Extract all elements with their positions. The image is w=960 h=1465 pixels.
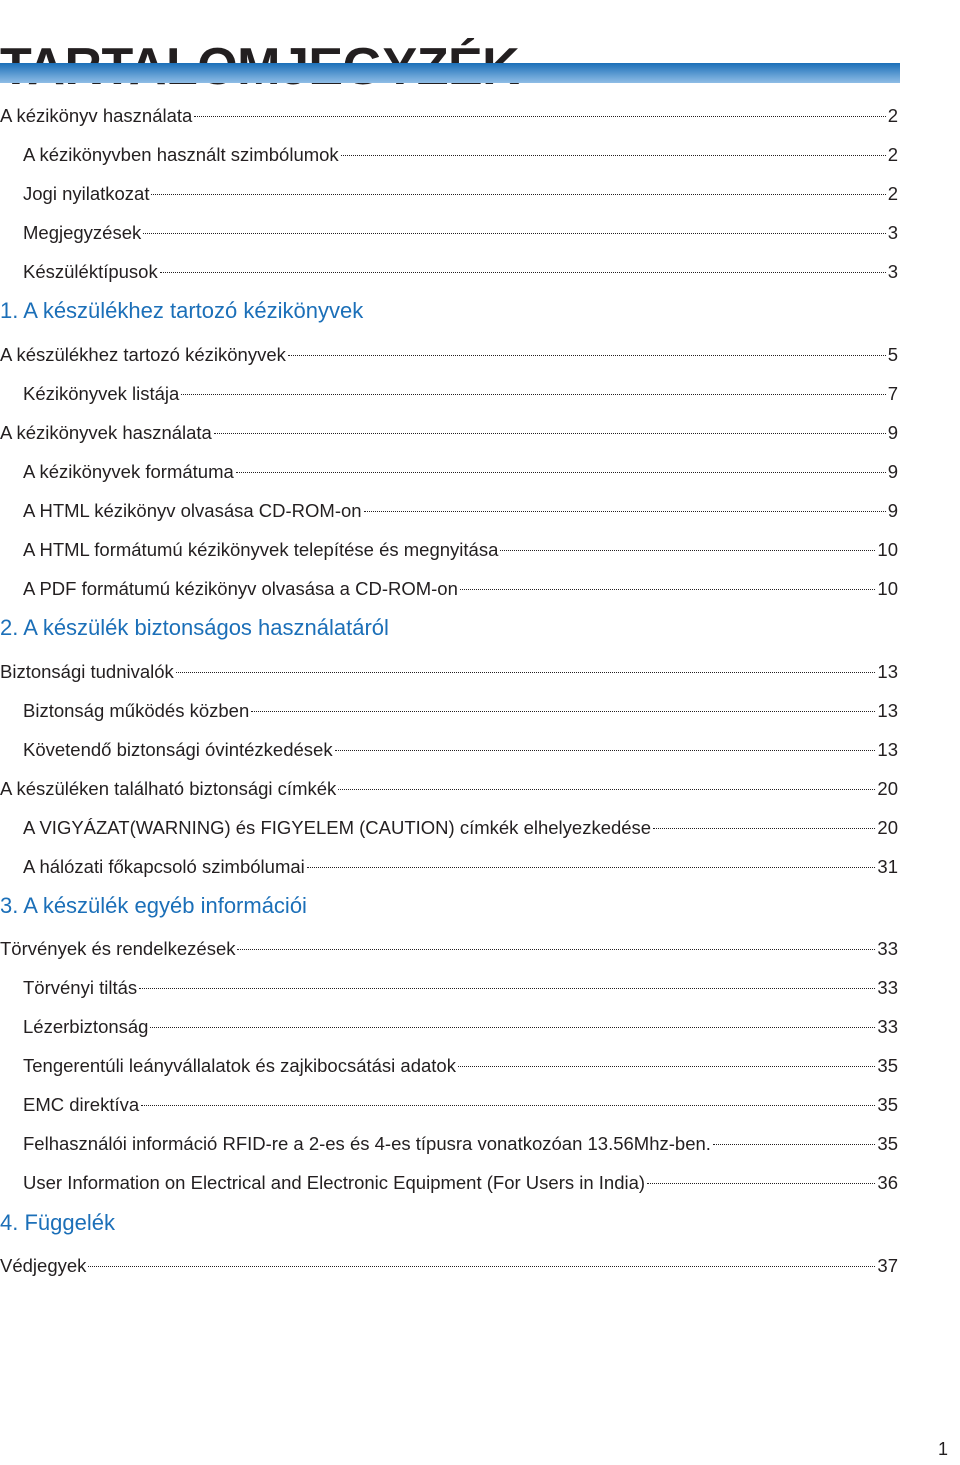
toc-entry[interactable] bbox=[0, 340, 898, 370]
toc-entry[interactable] bbox=[0, 379, 898, 409]
toc-entry[interactable] bbox=[0, 257, 898, 287]
toc-entry-page: 10 bbox=[877, 578, 898, 599]
toc-entry-label: Tengerentúli leányvállalatok és zajkibocsátási adatok bbox=[23, 1055, 456, 1076]
dot-leader bbox=[251, 711, 875, 712]
toc-entry-page: 31 bbox=[877, 856, 898, 877]
dot-leader bbox=[307, 867, 876, 868]
toc-entry-label: A kézikönyvek használata bbox=[0, 422, 212, 443]
dot-leader bbox=[236, 472, 886, 473]
toc-entry[interactable] bbox=[0, 1090, 898, 1120]
toc-entry-label: EMC direktíva bbox=[23, 1094, 140, 1115]
toc-entry[interactable] bbox=[0, 535, 898, 565]
toc-entry[interactable] bbox=[0, 1051, 898, 1081]
toc-entry[interactable] bbox=[0, 1129, 898, 1159]
dot-leader bbox=[214, 433, 886, 434]
toc-entry-page: 13 bbox=[877, 661, 898, 682]
toc-entry[interactable] bbox=[0, 179, 898, 209]
toc-entry-label: Lézerbiztonság bbox=[23, 1016, 149, 1037]
chapter-heading[interactable]: 4. Függelék bbox=[0, 1210, 115, 1235]
toc-entry-label: A készülékhez tartozó kézikönyvek bbox=[0, 344, 286, 365]
toc-entry[interactable] bbox=[0, 101, 898, 131]
toc-entry-page: 9 bbox=[887, 461, 898, 482]
page-number: 1 bbox=[937, 1439, 948, 1459]
toc-entry-page: 7 bbox=[887, 383, 898, 404]
toc-entry-label: Védjegyek bbox=[0, 1255, 87, 1276]
toc-entry-label: Készüléktípusok bbox=[23, 261, 158, 282]
toc-entry-label: Megjegyzések bbox=[23, 222, 142, 243]
dot-leader bbox=[458, 1066, 875, 1067]
toc-entry-page: 35 bbox=[877, 1133, 898, 1154]
toc-entry-page: 20 bbox=[877, 778, 898, 799]
dot-leader bbox=[143, 233, 885, 234]
toc-entry[interactable] bbox=[0, 973, 898, 1003]
toc-entry-page: 35 bbox=[877, 1094, 898, 1115]
toc-entry-label: Kézikönyvek listája bbox=[23, 383, 180, 404]
toc-entry-label: Követendő biztonsági óvintézkedések bbox=[23, 739, 333, 760]
dot-leader bbox=[335, 750, 876, 751]
toc-entry-page: 33 bbox=[877, 977, 898, 998]
toc-entry-page: 10 bbox=[877, 539, 898, 560]
dot-leader bbox=[141, 1105, 875, 1106]
dot-leader bbox=[338, 789, 875, 790]
toc-entry-page: 3 bbox=[887, 261, 898, 282]
toc-entry[interactable] bbox=[0, 457, 898, 487]
dot-leader bbox=[653, 828, 875, 829]
toc-entry[interactable] bbox=[0, 140, 898, 170]
toc-entry-label: Biztonsági tudnivalók bbox=[0, 661, 174, 682]
chapter-heading[interactable]: 3. A készülék egyéb információi bbox=[0, 893, 307, 918]
toc-entry[interactable] bbox=[0, 813, 898, 843]
dot-leader bbox=[713, 1144, 876, 1145]
dot-leader bbox=[341, 155, 886, 156]
toc-entry[interactable] bbox=[0, 574, 898, 604]
dot-leader bbox=[194, 116, 885, 117]
toc-entry[interactable] bbox=[0, 657, 898, 687]
toc-entry-label: A kézikönyvben használt szimbólumok bbox=[23, 144, 339, 165]
toc-entry-label: A VIGYÁZAT(WARNING) és FIGYELEM (CAUTION) címkék elhelyezkedése bbox=[23, 817, 652, 838]
dot-leader bbox=[160, 272, 886, 273]
toc-entry-page: 9 bbox=[887, 500, 898, 521]
toc-entry-label: Törvények és rendelkezések bbox=[0, 938, 236, 959]
toc-entry[interactable] bbox=[0, 496, 898, 526]
toc-entry-page: 20 bbox=[877, 817, 898, 838]
toc-entry-label: Törvényi tiltás bbox=[23, 977, 138, 998]
toc-entry-label: Biztonság működés közben bbox=[23, 700, 250, 721]
toc-entry[interactable] bbox=[0, 696, 898, 726]
toc-entry[interactable] bbox=[0, 934, 898, 964]
dot-leader bbox=[460, 589, 876, 590]
dot-leader bbox=[181, 394, 885, 395]
toc-entry[interactable] bbox=[0, 852, 898, 882]
toc-entry-label: A hálózati főkapcsoló szimbólumai bbox=[23, 856, 305, 877]
toc-entry-page: 2 bbox=[887, 183, 898, 204]
toc-entry-page: 13 bbox=[877, 700, 898, 721]
toc-entry[interactable] bbox=[0, 1012, 898, 1042]
dot-leader bbox=[139, 988, 875, 989]
dot-leader bbox=[288, 355, 886, 356]
toc-entry-page: 9 bbox=[887, 422, 898, 443]
toc-entry-page: 5 bbox=[887, 344, 898, 365]
title-rule bbox=[0, 63, 900, 83]
toc-entry-page: 35 bbox=[877, 1055, 898, 1076]
toc-entry-label: A PDF formátumú kézikönyv olvasása a CD-ROM-on bbox=[23, 578, 458, 599]
toc-entry-label: A HTML formátumú kézikönyvek telepítése és megnyitása bbox=[23, 539, 499, 560]
toc-entry[interactable] bbox=[0, 418, 898, 448]
toc-entry-page: 33 bbox=[877, 938, 898, 959]
toc-entry-page: 2 bbox=[887, 144, 898, 165]
dot-leader bbox=[647, 1183, 875, 1184]
chapter-heading[interactable]: 1. A készülékhez tartozó kézikönyvek bbox=[0, 298, 364, 323]
dot-leader bbox=[500, 550, 875, 551]
toc-entry-page: 3 bbox=[887, 222, 898, 243]
toc-entry-label: A kézikönyvek formátuma bbox=[23, 461, 234, 482]
toc-entry-label: User Information on Electrical and Electronic Equipment (For Users in India) bbox=[23, 1172, 646, 1193]
toc-entry-page: 37 bbox=[877, 1255, 898, 1276]
toc-entry-label: Jogi nyilatkozat bbox=[23, 183, 150, 204]
toc-entry[interactable] bbox=[0, 218, 898, 248]
toc-entry[interactable] bbox=[0, 774, 898, 804]
toc-entry[interactable] bbox=[0, 1168, 898, 1198]
toc-entry[interactable] bbox=[0, 735, 898, 765]
dot-leader bbox=[88, 1266, 875, 1267]
dot-leader bbox=[176, 672, 876, 673]
toc-entry[interactable] bbox=[0, 1251, 898, 1281]
toc-entry-label: Felhasználói információ RFID-re a 2-es és 4-es típusra vonatkozóan 13.56Mhz-ben. bbox=[23, 1133, 711, 1154]
toc-entry-page: 36 bbox=[877, 1172, 898, 1193]
toc-entry-label: A kézikönyv használata bbox=[0, 105, 193, 126]
dot-leader bbox=[364, 511, 886, 512]
toc-entry-label: A készüléken található biztonsági címkék bbox=[0, 778, 337, 799]
toc-entry-label: A HTML kézikönyv olvasása CD-ROM-on bbox=[23, 500, 362, 521]
toc-entry-page: 33 bbox=[877, 1016, 898, 1037]
toc-entry-page: 2 bbox=[887, 105, 898, 126]
chapter-heading[interactable]: 2. A készülék biztonságos használatáról bbox=[0, 615, 389, 640]
toc-entry-page: 13 bbox=[877, 739, 898, 760]
dot-leader bbox=[151, 194, 885, 195]
dot-leader bbox=[237, 949, 875, 950]
dot-leader bbox=[150, 1027, 875, 1028]
